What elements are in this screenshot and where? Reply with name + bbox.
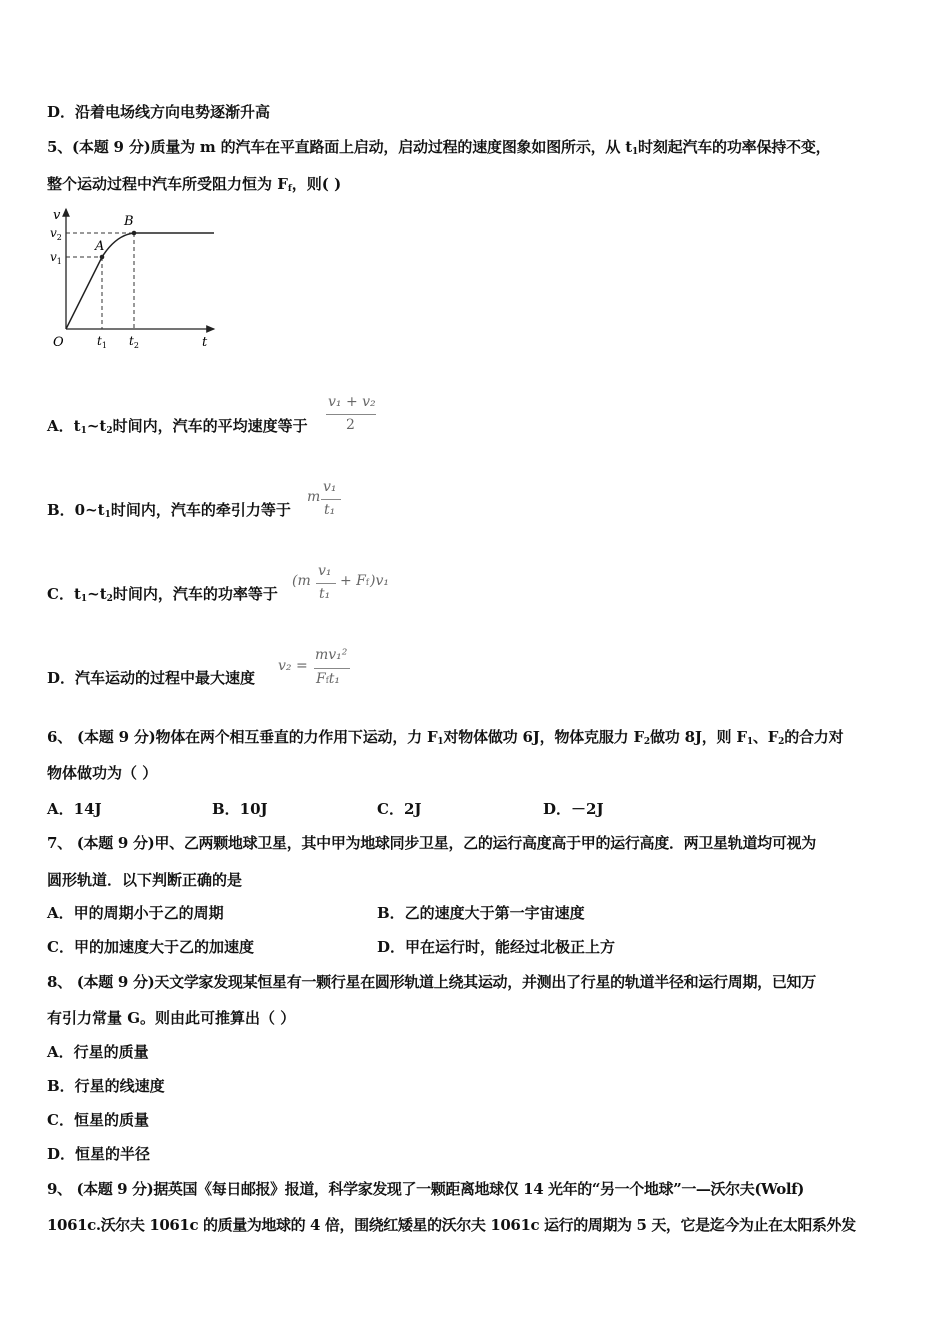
q6-option-a: A．14J	[47, 800, 102, 818]
q7-option-c: C．甲的加速度大于乙的加速度	[47, 938, 254, 956]
formula-c	[292, 563, 402, 607]
point-b-dot	[132, 231, 137, 236]
q6-option-b: B．10J	[212, 800, 268, 818]
q6-stem-line-1: 6、 (本题 9 分)物体在两个相互垂直的力作用下运动，力 $F_1$对物体做功 6J，物体克服力 $F_2$做功 8J，则 $F_1$、$F_2$的合力对	[47, 728, 844, 747]
q9-stem-line-2: 1061c.沃尔夫 1061c 的质量为地球的 4 倍，围绕红矮星的沃尔夫 1061c 运行的周期为 5 天，它是迄今为止在太阳系外发	[47, 1216, 856, 1234]
formula-c-bar	[316, 583, 336, 584]
point-a-dot	[100, 255, 105, 260]
formula-c-tail: )v₁	[370, 573, 389, 589]
v2-label: $v_2$	[50, 226, 62, 242]
q4-option-d: D．沿着电场线方向电势逐渐升高	[47, 103, 271, 121]
q5-stem-line-1: 5、(本题 9 分)质量为 m 的汽车在平直路面上启动，启动过程的速度图象如图所示，从 $t_1$时刻起汽车的功率保持不变，	[47, 138, 831, 157]
q5-option-d: D．汽车运动的过程中最大速度	[47, 669, 256, 687]
q5-option-b: B．$0\sim t_1$时间内，汽车的牵引力等于	[47, 501, 291, 520]
v-axis-label: v	[53, 208, 61, 223]
formula-a-numerator: v₁ + v₂	[328, 394, 376, 410]
q7-option-a: A．甲的周期小于乙的周期	[47, 904, 224, 922]
velocity-time-graph	[44, 205, 224, 355]
formula-b-bar	[321, 499, 341, 500]
q8-stem-line-1: 8、 (本题 9 分)天文学家发现某恒星有一颗行星在圆形轨道上绕其运动，并测出了行星的轨道半径和运行周期，已知万	[47, 973, 816, 991]
formula-c-denominator: t₁	[319, 586, 331, 602]
q8-option-c: C．恒星的质量	[47, 1111, 149, 1129]
formula-a	[326, 394, 376, 438]
formula-b-denominator: t₁	[324, 502, 336, 518]
q8-option-b: B．行星的线速度	[47, 1077, 165, 1095]
formula-d-left: v₂ =	[278, 658, 308, 674]
linear-segment	[66, 257, 102, 329]
q8-option-a: A．行星的质量	[47, 1043, 149, 1061]
formula-b-m: m	[307, 489, 321, 505]
formula-d-numerator: mv₁²	[315, 647, 348, 663]
q7-option-b: B．乙的速度大于第一宇宙速度	[377, 904, 585, 922]
formula-d-bar	[314, 668, 350, 669]
t2-label: $t_2$	[129, 334, 139, 350]
q5-option-a: A．$t_1\sim t_2$时间内，汽车的平均速度等于	[47, 417, 308, 436]
point-a-label: A	[95, 239, 105, 254]
curve-segment	[102, 233, 134, 257]
v1-label: $v_1$	[50, 250, 62, 266]
q9-stem-line-1: 9、 (本题 9 分)据英国《每日邮报》报道，科学家发现了一颗距离地球仅 14 光年的“另一个地球”一—沃尔夫(Wolf)	[47, 1180, 804, 1198]
q7-stem-line-2: 圆形轨道．以下判断正确的是	[47, 871, 243, 889]
t-axis-label: t	[202, 335, 208, 350]
formula-c-right: + Ff	[340, 573, 369, 589]
q5-option-c: C．$t_1\sim t_2$时间内，汽车的功率等于	[47, 585, 278, 604]
q5-stem-line-2: 整个运动过程中汽车所受阻力恒为 $F_f$，则( )	[47, 175, 342, 194]
formula-c-left: (m	[292, 573, 311, 589]
formula-c-numerator: v₁	[318, 563, 332, 579]
q6-option-c: C．2J	[377, 800, 422, 818]
formula-a-bar	[326, 414, 376, 415]
origin-label: O	[53, 335, 64, 350]
formula-d-denominator: Fft₁	[316, 671, 340, 687]
formula-b	[307, 479, 347, 523]
formula-b-numerator: v₁	[323, 479, 337, 495]
q6-stem-line-2: 物体做功为（ ）	[47, 764, 158, 782]
q8-option-d: D．恒星的半径	[47, 1145, 151, 1163]
formula-a-denominator: 2	[346, 417, 355, 433]
t1-label: $t_1$	[97, 334, 107, 350]
q6-option-d: D．－2J	[543, 800, 604, 818]
point-b-label: B	[124, 214, 134, 229]
formula-d	[278, 646, 368, 694]
q8-stem-line-2: 有引力常量 G。则由此可推算出（ ）	[47, 1009, 296, 1027]
q7-option-d: D．甲在运行时，能经过北极正上方	[377, 938, 616, 956]
q7-stem-line-1: 7、 (本题 9 分)甲、乙两颗地球卫星，其中甲为地球同步卫星，乙的运行高度高于甲的运行高度．两卫星轨道均可视为	[47, 834, 816, 852]
